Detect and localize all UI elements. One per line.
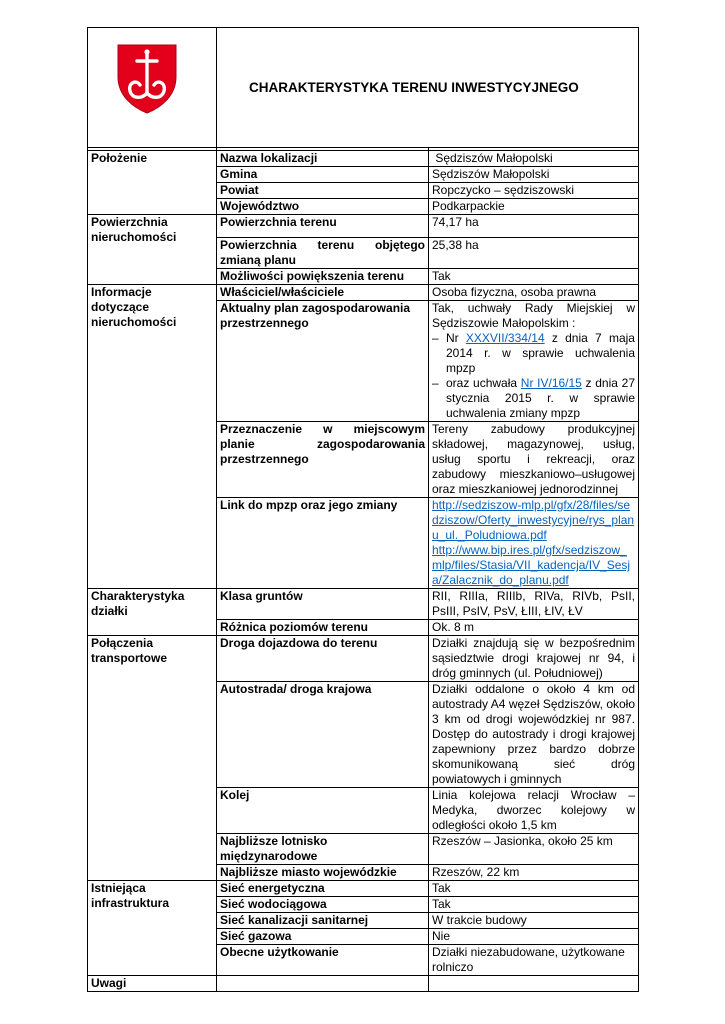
value-gazowa: Nie — [429, 929, 639, 945]
coat-of-arms-icon — [116, 43, 178, 115]
value-pow-zmiana: 25,38 ha — [429, 238, 639, 269]
row-droga — [88, 636, 639, 682]
label-nazwa: Nazwa lokalizacji — [217, 151, 429, 167]
logo-cell — [88, 28, 217, 148]
label-link: Link do mpzp oraz jego zmiany — [217, 498, 429, 589]
uwagi-value-cell — [429, 976, 639, 992]
value-kolej: Linia kolejowa relacji Wrocław – Medyka, dworzec kolejowy w odległości około 1,5 km — [429, 788, 639, 834]
value-uzytkowanie: Działki niezabudowane, użytkowane rolniczo — [429, 945, 639, 976]
row-pow-terenu — [88, 215, 639, 238]
label-powiat: Powiat — [217, 183, 429, 199]
plan-item-1 — [432, 331, 635, 376]
label-lotnisko: Najbliższe lotnisko międzynarodowe — [217, 834, 429, 865]
value-miasto: Rzeszów, 22 km — [429, 865, 639, 881]
value-gmina: Sędziszów Małopolski — [429, 167, 639, 183]
row-klasa — [88, 589, 639, 620]
label-uzytkowanie: Obecne użytkowanie — [217, 945, 429, 976]
label-roznica: Różnica poziomów terenu — [217, 620, 429, 636]
document-title: CHARAKTERYSTYKA TERENU INWESTYCYJNEGO — [217, 28, 639, 148]
dash-bullet: – — [432, 331, 439, 345]
value-wojewodztwo: Podkarpackie — [429, 199, 639, 215]
plan-item-2-post: z dnia 27 stycznia 2015 r. w sprawie uchwalenia zmiany mpzp — [446, 376, 635, 420]
section-infrastruktura: Istniejąca infrastruktura — [88, 881, 217, 976]
label-miasto: Najbliższe miasto wojewódzkie — [217, 865, 429, 881]
value-lotnisko: Rzeszów – Jasionka, około 25 km — [429, 834, 639, 865]
section-polozenie: Położenie — [88, 151, 217, 215]
value-wodociagowa: Tak — [429, 897, 639, 913]
label-mozliwosci: Możliwości powiększenia terenu — [217, 269, 429, 285]
plan-intro: Tak, uchwały Rady Miejskiej w Sędziszowie Małopolskim : — [432, 301, 635, 330]
value-plan — [429, 301, 639, 422]
label-kolej: Kolej — [217, 788, 429, 834]
uwagi-empty-cell — [217, 976, 429, 992]
section-charakterystyka: Charakterystyka działki — [88, 589, 217, 636]
plan-item-2-pre: oraz uchwała — [446, 376, 521, 390]
value-roznica: Ok. 8 m — [429, 620, 639, 636]
value-link — [429, 498, 639, 589]
label-plan: Aktualny plan zagospodarowania przestrzennego — [217, 301, 429, 422]
section-informacje: Informacje dotyczące nieruchomości — [88, 285, 217, 589]
label-energetyczna: Sieć energetyczna — [217, 881, 429, 897]
label-gazowa: Sieć gazowa — [217, 929, 429, 945]
header-row — [88, 28, 639, 148]
label-przeznaczenie: Przeznaczenie w miejscowym planie zagospodarowania przestrzennego — [217, 422, 429, 498]
value-wlasciciel: Osoba fizyczna, osoba prawna — [429, 285, 639, 301]
value-pow-terenu: 74,17 ha — [429, 215, 639, 238]
row-nazwa — [88, 151, 639, 167]
label-wodociagowa: Sieć wodociągowa — [217, 897, 429, 913]
row-uwagi — [88, 976, 639, 992]
value-powiat: Ropczycko – sędziszowski — [429, 183, 639, 199]
dash-bullet: – — [432, 376, 439, 390]
value-mozliwosci: Tak — [429, 269, 639, 285]
label-autostrada: Autostrada/ droga krajowa — [217, 682, 429, 788]
label-droga: Droga dojazdowa do terenu — [217, 636, 429, 682]
value-nazwa: Sędziszów Małopolski — [429, 151, 639, 167]
plan-item-2 — [432, 376, 635, 421]
investment-area-table — [87, 27, 639, 992]
label-gmina: Gmina — [217, 167, 429, 183]
document-page — [87, 27, 638, 992]
label-kanalizacji: Sieć kanalizacji sanitarnej — [217, 913, 429, 929]
label-klasa: Klasa gruntów — [217, 589, 429, 620]
value-przeznaczenie: Tereny zabudowy produkcyjnej składowej, magazynowej, usług, usług sportu i rekreacji, oraz zabudowy mieszkaniowo–usługowej oraz mieszkaniowej jednorodzinnej — [429, 422, 639, 498]
plan-item-1-post: z dnia 7 maja 2014 r. w sprawie uchwalenia mpzp — [446, 331, 635, 375]
label-pow-terenu: Powierzchnia terenu — [217, 215, 429, 238]
value-energetyczna: Tak — [429, 881, 639, 897]
label-pow-zmiana: Powierzchnia terenu objętego zmianą planu — [217, 238, 429, 269]
label-wlasciciel: Właściciel/właściciele — [217, 285, 429, 301]
mpzp-link-1[interactable]: http://sedziszow-mlp.pl/gfx/28/files/sedziszow/Oferty_inwestycyjne/rys_planu_ul._Poludniowa.pdf — [432, 498, 635, 542]
label-wojewodztwo: Województwo — [217, 199, 429, 215]
row-energetyczna — [88, 881, 639, 897]
row-wlasciciel — [88, 285, 639, 301]
value-kanalizacji: W trakcie budowy — [429, 913, 639, 929]
resolution-link-1[interactable]: XXXVII/334/14 — [465, 331, 545, 345]
value-klasa: RII, RIIIa, RIIIb, RIVa, RIVb, PsII, PsIII, PsIV, PsV, ŁIII, ŁIV, ŁV — [429, 589, 639, 620]
value-autostrada: Działki oddalone o około 4 km od autostrady A4 węzeł Sędziszów, około 3 km od drogi wojewódzkiej nr 987. Dostęp do autostrady i drogi krajowej zapewniony przez bardzo dobrze skomunikowaną sieć dróg powiatowych i gminnych — [429, 682, 639, 788]
mpzp-link-2[interactable]: http://www.bip.ires.pl/gfx/sedziszow_mlp/files/Stasia/VII_kadencja/IV_Sesja/Zalacznik_do_planu.pdf — [432, 543, 631, 587]
section-polaczenia: Połączenia transportowe — [88, 636, 217, 881]
section-uwagi: Uwagi — [88, 976, 217, 992]
plan-item-1-pre: Nr — [446, 331, 466, 345]
value-droga: Działki znajdują się w bezpośrednim sąsiedztwie drogi krajowej nr 94, i dróg gminnych (ul. Południowej) — [429, 636, 639, 682]
resolution-link-2[interactable]: Nr IV/16/15 — [520, 376, 582, 390]
section-powierzchnia: Powierzchnia nieruchomości — [88, 215, 217, 285]
